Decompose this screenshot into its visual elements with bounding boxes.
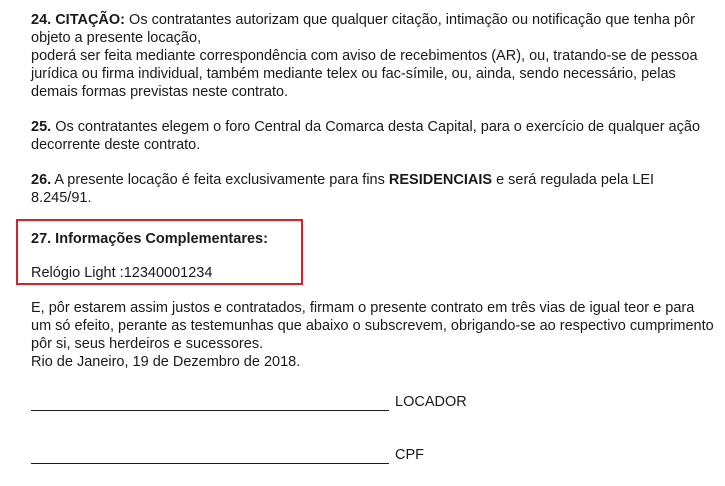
clause-25-text: Os contratantes elegem o foro Central da Comarca desta Capital, para o exercício de qualquer ação decorrente deste contrato. (31, 119, 701, 153)
clause-25 (31, 118, 717, 154)
clause-26-number: 26. (31, 172, 52, 188)
signature-line (31, 398, 389, 411)
clause-26-text-a: A presente locação é feita exclusivamente para fins (51, 172, 389, 188)
place-date: Rio de Janeiro, 19 de Dezembro de 2018. (31, 354, 301, 370)
closing-section (31, 299, 717, 371)
clause-24-number: 24. (31, 12, 52, 28)
signature-cpf (31, 446, 424, 464)
signature-locador (31, 393, 467, 411)
clause-25-number: 25. (31, 119, 52, 135)
clause-24-text-b: poderá ser feita mediante correspondência com aviso de recebimentos (AR), ou, tratando-se de pessoa jurídica ou firma individual, também mediante telex ou fac-símile, ou, ainda, sendo necessário, pelas demais formas previstas neste contrato. (31, 48, 698, 100)
signature-label: LOCADOR (395, 394, 467, 410)
signature-line (31, 451, 389, 464)
clause-26 (31, 171, 717, 207)
contract-body (31, 11, 717, 224)
clause-24-title: CITAÇÃO: (55, 12, 126, 28)
clause-27-line: Relógio Light :12340001234 (31, 265, 213, 281)
clause-27-title: 27. Informações Complementares: (31, 231, 268, 247)
clause-26-bold: RESIDENCIAIS (388, 172, 493, 188)
signature-label: CPF (395, 447, 424, 463)
closing-text: E, pôr estarem assim justos e contratados, firmam o presente contrato em três vias de igual teor e para um só efeito, perante as testemunhas que abaixo o subscrevem, obrigando-se ao respectivo cumprimento pôr si, seus herdeiros e sucessores. (31, 300, 714, 352)
clause-24-text-a: Os contratantes autorizam que qualquer citação, intimação ou notificação que tenha pôr objeto a presente locação, (31, 12, 695, 46)
clause-26-text-b: e será regulada pela LEI 8.245/91. (31, 172, 655, 206)
clause-24 (31, 11, 717, 101)
